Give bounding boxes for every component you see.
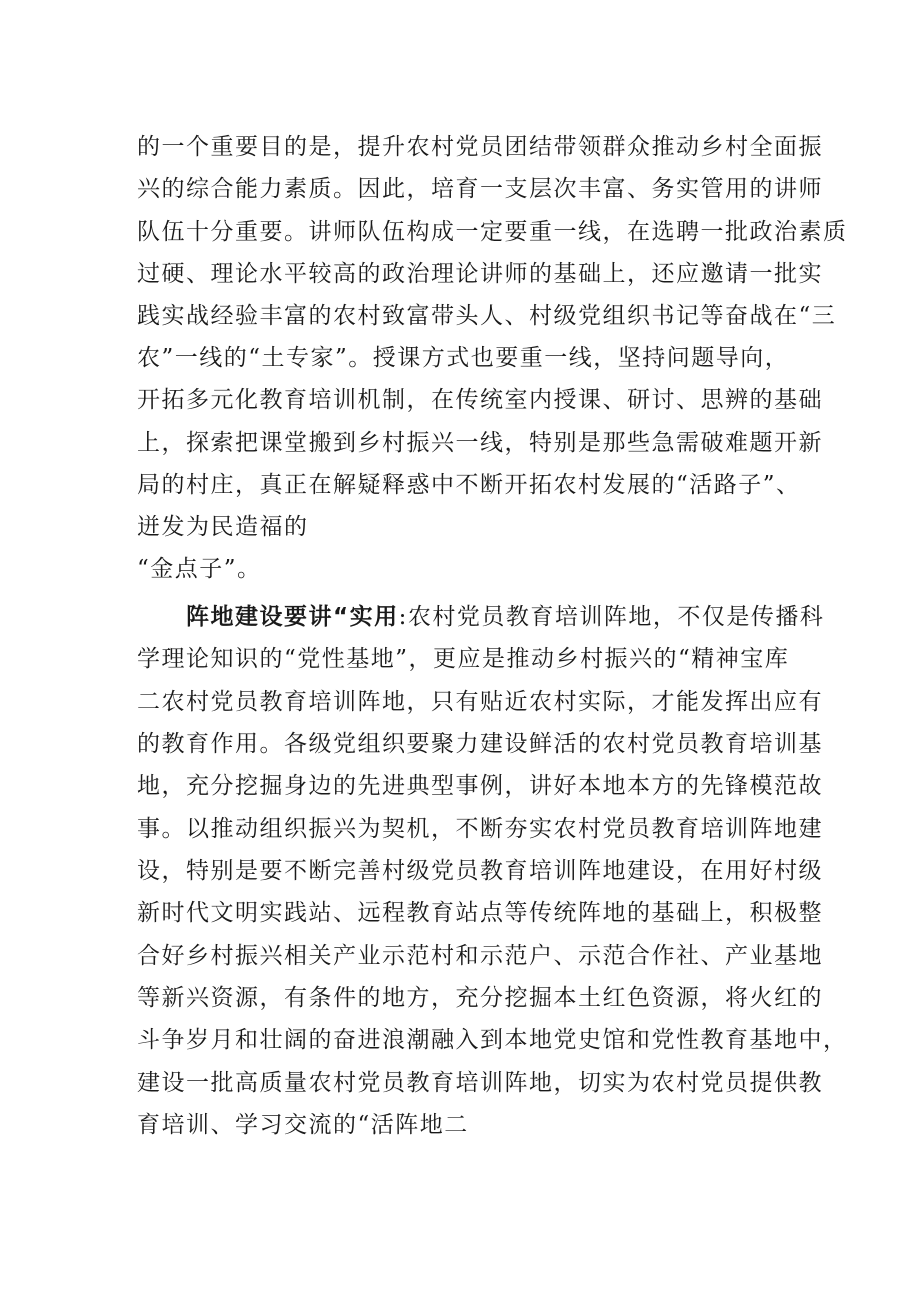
- paragraph-line: 上，探索把课堂搬到乡村振兴一线，特别是那些急需破难题开新: [137, 430, 823, 456]
- paragraph-line: 的一个重要目的是，提升农村党员团结带领群众推动乡村全面振: [137, 134, 823, 160]
- paragraph-line: 迸发为民造福的: [137, 514, 309, 540]
- section-first-line-text: :农村党员教育培训阵地，不仅是传播科: [398, 604, 825, 630]
- paragraph-line: 地，充分挖掘身边的先进典型事例，讲好本地本方的先锋模范故: [137, 773, 823, 799]
- paragraph-line: 斗争岁月和壮阔的奋进浪潮融入到本地党史馆和党性教育基地中，: [137, 1027, 848, 1053]
- paragraph-line: 等新兴资源，有条件的地方，充分挖掘本土红色资源，将火红的: [137, 985, 823, 1011]
- paragraph-line: 过硬、理论水平较高的政治理论讲师的基础上，还应邀请一批实: [137, 261, 823, 287]
- section-first-line: [186, 602, 824, 632]
- paragraph-line: 事。以推动组织振兴为契机，不断夯实农村党员教育培训阵地建: [137, 816, 823, 842]
- paragraph-line: 兴的综合能力素质。因此，培育一支层次丰富、务实管用的讲师: [137, 176, 823, 202]
- paragraph-line: 队伍十分重要。讲师队伍构成一定要重一线，在选聘一批政治素质: [137, 219, 848, 245]
- paragraph-line: 设，特别是要不断完善村级党员教育培训阵地建设，在用好村级: [137, 858, 823, 884]
- paragraph-line: 局的村庄，真正在解疑释惑中不断开拓农村发展的“活路子”、: [137, 472, 801, 498]
- paragraph-line: 学理论知识的“党性基地”，更应是推动乡村振兴的“精神宝库: [137, 646, 790, 672]
- paragraph-line: 建设一批高质量农村党员教育培训阵地，切实为农村党员提供教: [137, 1070, 823, 1096]
- section-heading: 阵地建设要讲“实用: [186, 604, 399, 630]
- paragraph-line: 合好乡村振兴相关产业示范村和示范户、示范合作社、产业基地: [137, 943, 823, 969]
- paragraph-line: 二农村党员教育培训阵地，只有贴近农村实际，才能发挥出应有: [137, 689, 823, 715]
- paragraph-line: 的教育作用。各级党组织要聚力建设鲜活的农村党员教育培训基: [137, 731, 823, 757]
- paragraph-line: 新时代文明实践站、远程教育站点等传统阵地的基础上，积极整: [137, 900, 823, 926]
- paragraph-line: 育培训、学习交流的“活阵地二: [137, 1112, 469, 1138]
- paragraph-line: 践实战经验丰富的农村致富带头人、村级党组织书记等奋战在“三: [137, 303, 837, 329]
- paragraph-line: 开拓多元化教育培训机制，在传统室内授课、研讨、思辨的基础: [137, 387, 823, 413]
- paragraph-line: 农”一线的“土专家”。授课方式也要重一线，坚持问题导向，: [137, 345, 790, 371]
- paragraph-line: “金点子”。: [137, 556, 262, 582]
